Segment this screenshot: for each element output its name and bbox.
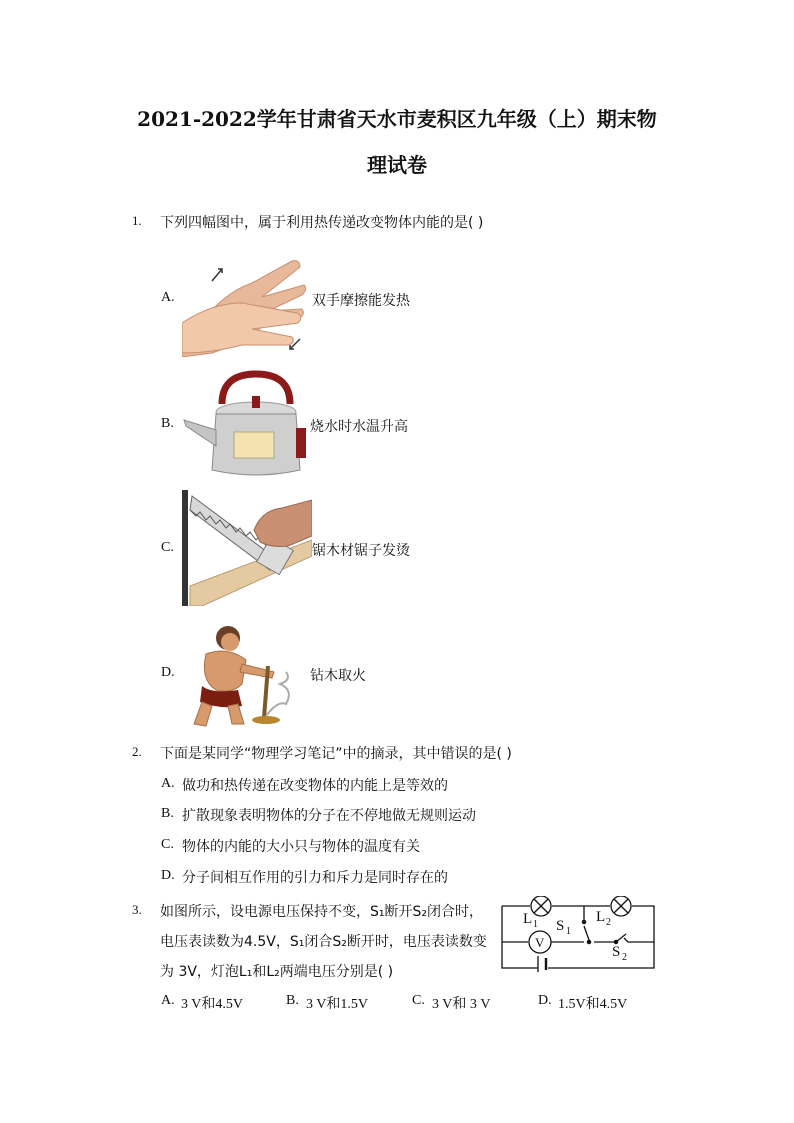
q3-option-a-letter: A.: [161, 993, 175, 1008]
q3-text-line-3: 为 3V，灯泡L₁和L₂两端电压分别是( ): [160, 964, 394, 980]
voltmeter-label: V: [535, 935, 545, 950]
drilling-wood-fire-picture: [182, 620, 308, 732]
s1-label: S: [556, 918, 565, 934]
q1-option-d-letter: D.: [161, 665, 175, 680]
q3-text-line-2: 电压表读数为4.5V，S₁闭合S₂断开时，电压表读数变: [160, 934, 487, 950]
q3-option-c-letter: C.: [412, 993, 425, 1008]
l2-subscript: 2: [606, 917, 611, 928]
l2-label: L: [596, 909, 606, 925]
circuit-diagram: [498, 896, 658, 972]
q1-option-d-text: 钻木取火: [310, 668, 366, 684]
l1-label: L: [523, 911, 533, 927]
q3-text-line-1: 如图所示，设电源电压保持不变，S₁断开S₂闭合时，: [160, 904, 483, 920]
q2-option-c-text: 物体的内能的大小只与物体的温度有关: [182, 839, 420, 855]
q2-number: 2.: [132, 744, 142, 759]
title-line-2: 理试卷: [367, 153, 427, 177]
page-title: [0, 96, 794, 188]
s2-label: S: [612, 944, 621, 960]
q1-text: 下列四幅图中，属于利用热传递改变物体内能的是( ): [160, 215, 484, 231]
q1-option-a-text: 双手摩擦能发热: [312, 293, 410, 309]
q2-option-b-letter: B.: [161, 806, 174, 821]
q2-option-c-letter: C.: [161, 837, 174, 852]
q1-number: 1.: [132, 213, 142, 228]
s1-subscript: 1: [566, 926, 571, 937]
kettle-picture: [182, 370, 310, 482]
q2-option-a-letter: A.: [161, 776, 175, 791]
q1-option-b-letter: B.: [161, 416, 174, 431]
q3-option-c-text: 3 V和 3 V: [432, 997, 491, 1012]
q3-number: 3.: [132, 902, 142, 917]
q2-option-a-text: 做功和热传递在改变物体的内能上是等效的: [182, 778, 448, 794]
q3-option-d-text: 1.5V和4.5V: [558, 997, 628, 1012]
rubbing-hands-picture: [182, 253, 310, 357]
sawing-wood-picture: [182, 490, 312, 606]
title-line-1: 2021-2022学年甘肃省天水市麦积区九年级（上）期末物: [137, 107, 657, 131]
q3-option-d-letter: D.: [538, 993, 552, 1008]
q3-option-b-letter: B.: [286, 993, 299, 1008]
s2-subscript: 2: [622, 952, 627, 963]
q2-option-b-text: 扩散现象表明物体的分子在不停地做无规则运动: [182, 808, 476, 824]
q1-option-c-text: 锯木材锯子发烫: [312, 543, 410, 559]
q3-option-a-text: 3 V和4.5V: [181, 997, 243, 1012]
q1-option-b-text: 烧水时水温升高: [310, 419, 408, 435]
q3-option-b-text: 3 V和1.5V: [306, 997, 368, 1012]
q2-option-d-letter: D.: [161, 868, 175, 883]
q2-text: 下面是某同学“物理学习笔记”中的摘录，其中错误的是( ): [160, 746, 512, 762]
q2-option-d-text: 分子间相互作用的引力和斥力是同时存在的: [182, 870, 448, 886]
q1-option-c-letter: C.: [161, 540, 174, 555]
l1-subscript: 1: [533, 919, 538, 930]
q1-option-a-letter: A.: [161, 290, 175, 305]
